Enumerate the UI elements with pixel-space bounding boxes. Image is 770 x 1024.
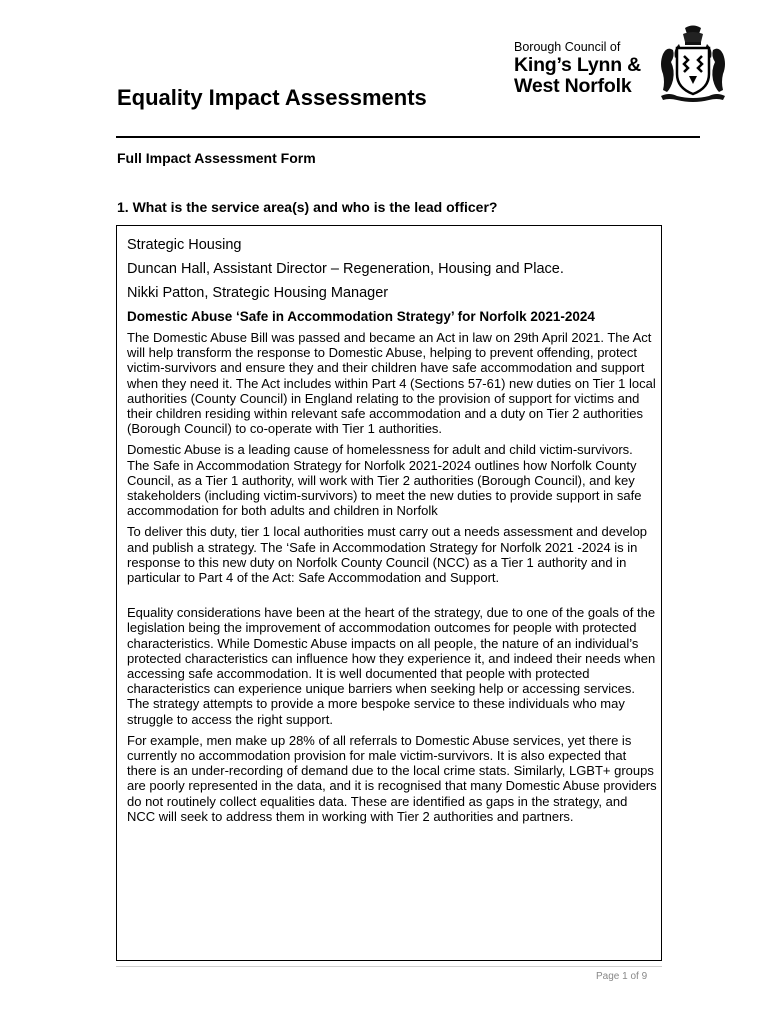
council-name-line1: Borough Council of [514, 40, 621, 54]
paragraph-3: To deliver this duty, tier 1 local authorities must carry out a needs assessment and develop and publish a strategy. The ‘Safe in Accommodation Strategy for Norfolk 2021 -2024 is in response to this new duty on Norfolk County Council (NCC) as a Tier 1 authority and in particular to Part 4 of the Act: Safe Accommodation and Support. [127, 524, 648, 586]
header-divider [116, 136, 700, 138]
council-name-line3: West Norfolk [514, 75, 632, 97]
question-1: 1. What is the service area(s) and who is the lead officer? [117, 199, 498, 215]
lead-officer-1: Duncan Hall, Assistant Director – Regeneration, Housing and Place. [127, 261, 564, 277]
paragraph-1: The Domestic Abuse Bill was passed and became an Act in law on 29th April 2021. The Act will help transform the response to Domestic Abuse, helping to prevent offending, protect victim-survivors and ensure they and their children have safe accommodation and support when they need it. The Act includes within Part 4 (Sections 57-61) new duties on Tier 1 local authorities (County Council) in England relating to the provision of support for victims and their children residing within relevant safe accommodation and a duty on Tier 2 authorities (Borough Council) to co-operate with Tier 1 authorities. [127, 330, 656, 437]
page-title: Equality Impact Assessments [117, 85, 427, 110]
council-logo-text [514, 40, 641, 97]
paragraph-4: Equality considerations have been at the heart of the strategy, due to one of the goals of the legislation being the improvement of accommodation outcomes for people with protected characteristics. While Domestic Abuse impacts on all people, the nature of an individual’s protected characteristics can influence how they experience it, and indeed their needs when accessing safe accommodation. It is well documented that people with protected characteristics can experience unique barriers when seeking help or accessing services. The strategy attempts to provide a more bespoke service to these individuals who may struggle to access the right support. [127, 605, 656, 727]
lead-officer-2: Nikki Patton, Strategic Housing Manager [127, 285, 389, 301]
answer-box [116, 225, 662, 961]
council-name-line2: King’s Lynn & [514, 54, 642, 76]
council-crest-icon [655, 24, 731, 104]
paragraph-5: For example, men make up 28% of all referrals to Domestic Abuse services, yet there is currently no accommodation provision for male victim-survivors. It is also expected that there is an under-recording of demand due to the local crime stats. Similarly, LGBT+ groups are poorly represented in the data, and it is recognised that many Domestic Abuse providers do not routinely collect equalities data. These are identified as gaps in the strategy, and NCC will seek to address them in working with Tier 2 authorities and partners. [127, 732, 657, 824]
page-number: Page 1 of 9 [596, 971, 648, 982]
form-title: Full Impact Assessment Form [117, 150, 316, 166]
footer-divider [116, 966, 662, 967]
strategy-heading: Domestic Abuse ‘Safe in Accommodation Strategy’ for Norfolk 2021-2024 [127, 309, 595, 324]
service-area: Strategic Housing [127, 237, 242, 253]
paragraph-2: Domestic Abuse is a leading cause of homelessness for adult and child victim-survivors. The Safe in Accommodation Strategy for Norfolk 2021-2024 outlines how Norfolk County Council, as a Tier 1 authority, will work with Tier 2 authorities (Borough Council), and key stakeholders (including victim-survivors) to meet the new duties to provide support in safe accommodation for both adults and children in Norfolk [127, 442, 642, 519]
